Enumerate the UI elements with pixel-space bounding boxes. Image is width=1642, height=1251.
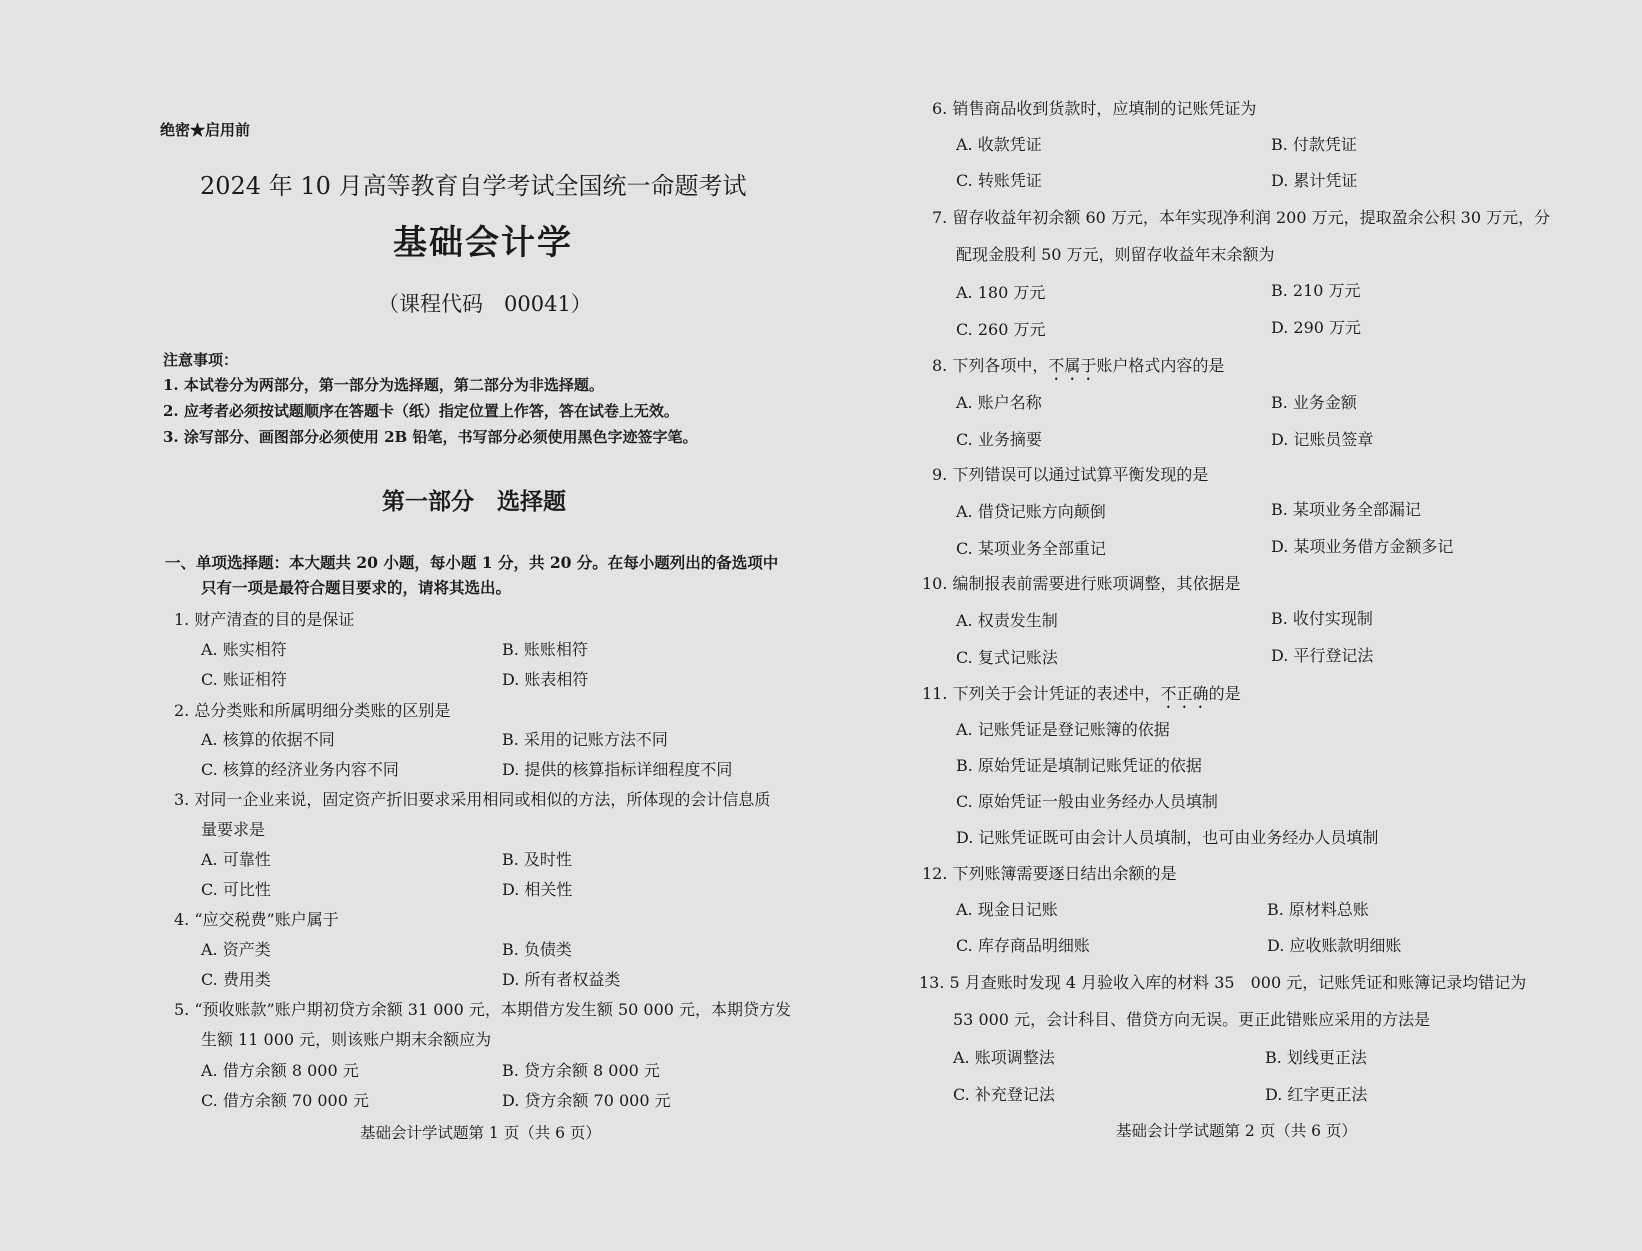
- option-c: C. 库存商品明细账: [956, 936, 1090, 955]
- option-c: C. 转账凭证: [956, 171, 1042, 190]
- option-b: B. 采用的记账方法不同: [502, 730, 668, 749]
- option-b: B. 贷方余额 8 000 元: [502, 1061, 660, 1080]
- option-c: C. 可比性: [201, 880, 271, 899]
- option-a: A. 账项调整法: [953, 1048, 1055, 1067]
- option-d: D. 290 万元: [1271, 318, 1362, 337]
- secret-label: 绝密★启用前: [160, 121, 251, 139]
- question-stem-cont: 量要求是: [201, 820, 266, 839]
- option-d: D. 账表相符: [502, 670, 589, 689]
- option-a: A. 记账凭证是登记账簿的依据: [956, 720, 1170, 739]
- exam-title: 2024 年 10 月高等教育自学考试全国统一命题考试: [200, 172, 747, 200]
- question-stem-text: 账户格式内容的是: [1096, 356, 1225, 375]
- question-stem: 1. 财产清查的目的是保证: [174, 610, 355, 629]
- question-stem: 6. 销售商品收到货款时，应填制的记账凭证为: [932, 99, 1257, 118]
- option-c: C. 账证相符: [201, 670, 287, 689]
- option-d: D. 贷方余额 70 000 元: [502, 1091, 671, 1110]
- option-b: B. 付款凭证: [1271, 135, 1357, 154]
- notice-heading: 注意事项：: [163, 351, 239, 369]
- option-d: D. 红字更正法: [1265, 1085, 1368, 1104]
- option-c: C. 某项业务全部重记: [956, 539, 1106, 558]
- option-a: A. 权责发生制: [956, 611, 1058, 630]
- question-stem: 4. “应交税费”账户属于: [174, 910, 339, 929]
- question-stem-cont: 配现金股利 50 万元，则留存收益年末余额为: [956, 245, 1275, 264]
- option-c: C. 费用类: [201, 970, 271, 989]
- option-b: B. 及时性: [502, 850, 572, 869]
- question-stem-text: 8. 下列各项中，: [932, 356, 1049, 375]
- option-c: C. 复式记账法: [956, 648, 1058, 667]
- subject-title: 基础会计学: [393, 223, 573, 263]
- question-stem: 13. 5 月查账时发现 4 月验收入库的材料 35 000 元，记账凭证和账簿记录均错记为: [919, 973, 1527, 992]
- option-d: D. 累计凭证: [1271, 171, 1358, 190]
- question-stem: 10. 编制报表前需要进行账项调整，其依据是: [922, 574, 1241, 593]
- option-a: A. 账户名称: [956, 393, 1042, 412]
- option-d: D. 应收账款明细账: [1267, 936, 1402, 955]
- question-stem: 9. 下列错误可以通过试算平衡发现的是: [932, 465, 1209, 484]
- option-b: B. 收付实现制: [1271, 609, 1373, 628]
- option-b: B. 某项业务全部漏记: [1271, 500, 1421, 519]
- option-a: A. 账实相符: [201, 640, 287, 659]
- option-a: A. 180 万元: [956, 283, 1046, 302]
- option-d: D. 记账凭证既可由会计人员填制，也可由业务经办人员填制: [956, 828, 1379, 847]
- option-a: A. 收款凭证: [956, 135, 1042, 154]
- option-a: A. 资产类: [201, 940, 271, 959]
- option-a: A. 现金日记账: [956, 900, 1058, 919]
- question-stem-text: 11. 下列关于会计凭证的表述中，: [922, 684, 1161, 703]
- option-b: B. 账账相符: [502, 640, 588, 659]
- section-heading: 一、单项选择题：本大题共 20 小题，每小题 1 分，共 20 分。在每小题列出的备选项中: [165, 553, 779, 572]
- question-stem: 3. 对同一企业来说，固定资产折旧要求采用相同或相似的方法，所体现的会计信息质: [174, 790, 771, 809]
- option-c: C. 补充登记法: [953, 1085, 1055, 1104]
- question-stem-text: 的是: [1208, 684, 1241, 703]
- option-b: B. 210 万元: [1271, 281, 1361, 300]
- option-c: C. 260 万元: [956, 320, 1046, 339]
- option-c: C. 业务摘要: [956, 430, 1042, 449]
- option-d: D. 某项业务借方金额多记: [1271, 537, 1454, 556]
- option-a: A. 借方余额 8 000 元: [201, 1061, 359, 1080]
- option-b: B. 原始凭证是填制记账凭证的依据: [956, 756, 1202, 775]
- emphasis-text: 不属于: [1048, 356, 1097, 375]
- question-stem: 7. 留存收益年初余额 60 万元，本年实现净利润 200 万元，提取盈余公积 30 万元，分: [932, 208, 1551, 227]
- part-title: 第一部分 选择题: [382, 488, 566, 515]
- question-stem: [932, 353, 1224, 384]
- option-a: A. 借贷记账方向颠倒: [956, 502, 1106, 521]
- page-footer: 基础会计学试题第 2 页（共 6 页）: [1116, 1122, 1357, 1140]
- option-c: C. 借方余额 70 000 元: [201, 1091, 370, 1110]
- option-a: A. 可靠性: [201, 850, 271, 869]
- option-b: B. 划线更正法: [1265, 1048, 1367, 1067]
- option-a: A. 核算的依据不同: [201, 730, 335, 749]
- emphasis-text: 不正确: [1160, 684, 1209, 703]
- section-heading-cont: 只有一项是最符合题目要求的，请将其选出。: [201, 578, 512, 597]
- option-c: C. 原始凭证一般由业务经办人员填制: [956, 792, 1218, 811]
- question-stem-cont: 生额 11 000 元，则该账户期末余额应为: [201, 1030, 492, 1049]
- notice-item: 2. 应考者必须按试题顺序在答题卡（纸）指定位置上作答，答在试卷上无效。: [163, 402, 679, 420]
- option-d: D. 所有者权益类: [502, 970, 621, 989]
- question-stem: 5. “预收账款”账户期初贷方余额 31 000 元，本期借方发生额 50 000 元，本期贷方发: [174, 1000, 792, 1019]
- notice-item: 1. 本试卷分为两部分，第一部分为选择题，第二部分为非选择题。: [163, 376, 604, 394]
- option-b: B. 业务金额: [1271, 393, 1357, 412]
- option-d: D. 相关性: [502, 880, 573, 899]
- question-stem-cont: 53 000 元，会计科目、借贷方向无误。更正此错账应采用的方法是: [953, 1010, 1431, 1029]
- question-stem: 12. 下列账簿需要逐日结出余额的是: [922, 864, 1177, 883]
- notice-item: 3. 涂写部分、画图部分必须使用 2B 铅笔，书写部分必须使用黑色字迹签字笔。: [163, 428, 698, 446]
- option-b: B. 原材料总账: [1267, 900, 1369, 919]
- question-stem: [922, 681, 1241, 712]
- option-d: D. 提供的核算指标详细程度不同: [502, 760, 733, 779]
- option-d: D. 平行登记法: [1271, 646, 1374, 665]
- option-b: B. 负债类: [502, 940, 572, 959]
- page-footer: 基础会计学试题第 1 页（共 6 页）: [360, 1124, 601, 1142]
- option-c: C. 核算的经济业务内容不同: [201, 760, 399, 779]
- option-d: D. 记账员签章: [1271, 430, 1374, 449]
- question-stem: 2. 总分类账和所属明细分类账的区别是: [174, 701, 451, 720]
- exam-page-2: [821, 0, 1642, 1251]
- course-code: （课程代码 00041）: [378, 292, 592, 316]
